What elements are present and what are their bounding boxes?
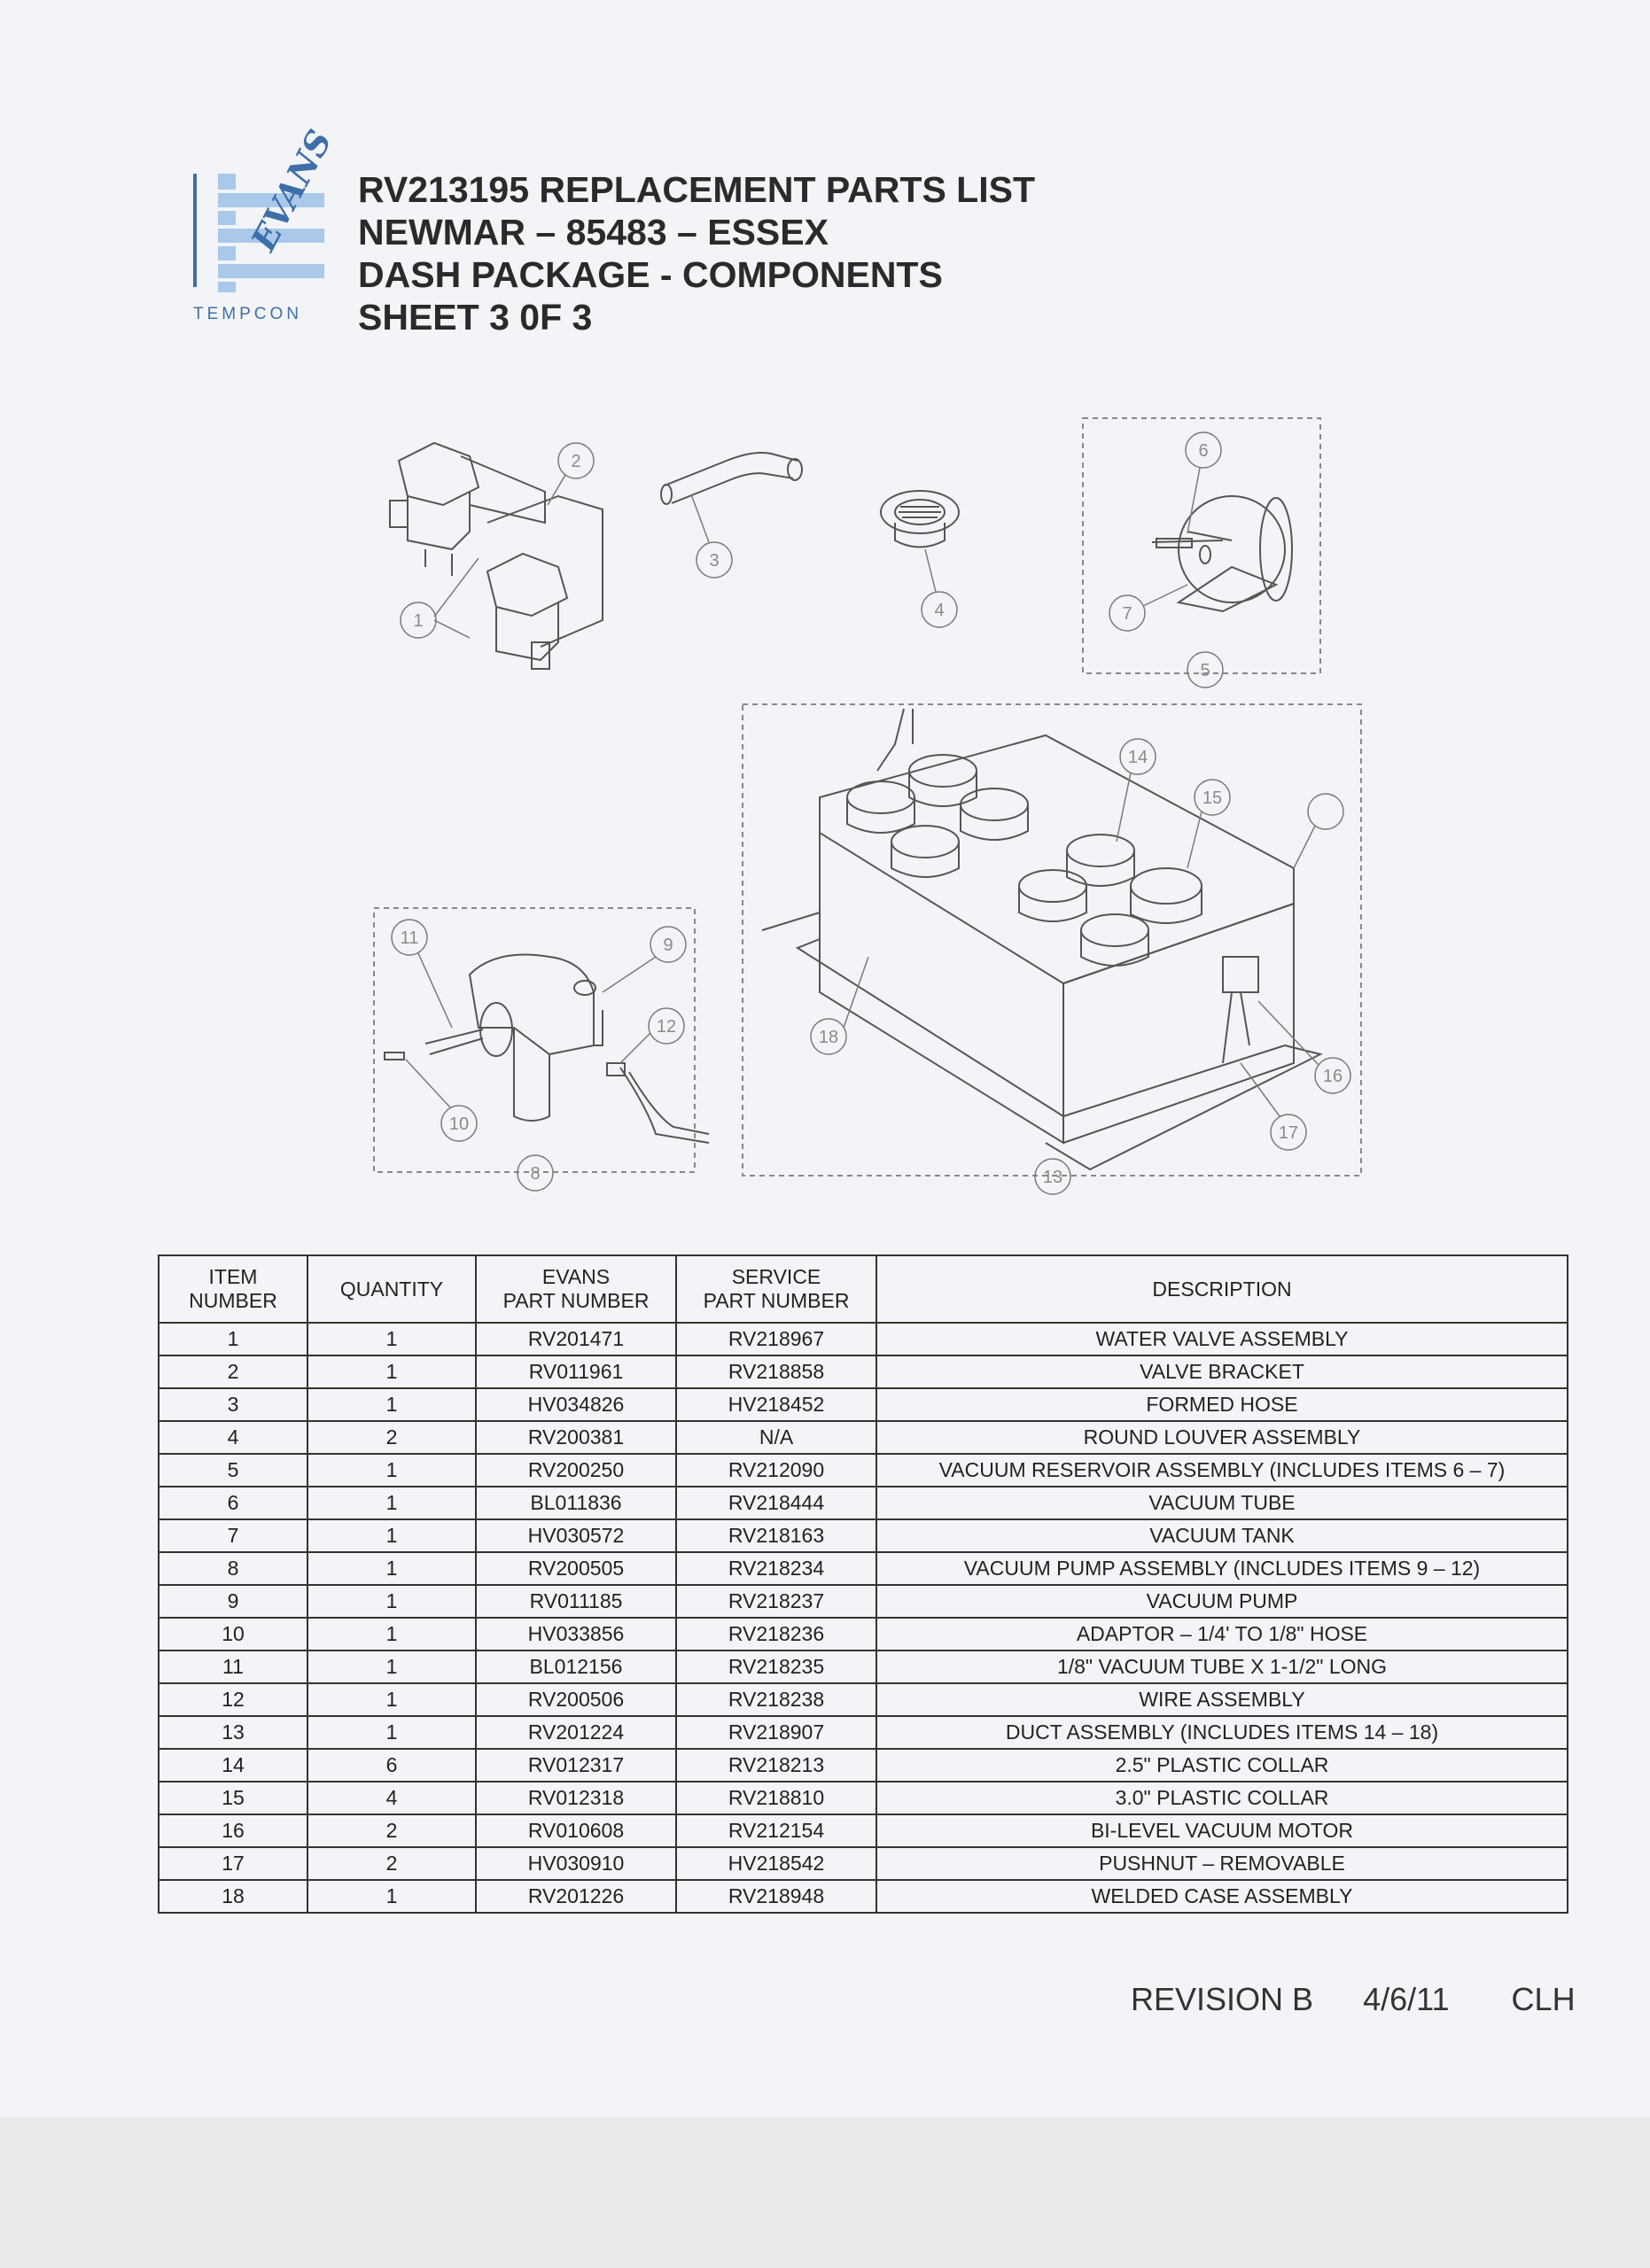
cell-quantity: 2 bbox=[307, 1814, 476, 1847]
cell-evans-part-number: RV201471 bbox=[476, 1323, 676, 1355]
cell-service-part-number: RV218163 bbox=[676, 1519, 876, 1552]
callout-10: 10 bbox=[448, 1115, 470, 1134]
cell-description: VACUUM PUMP bbox=[876, 1585, 1568, 1618]
cell-service-part-number: RV212090 bbox=[676, 1454, 876, 1487]
callout-17: 17 bbox=[1278, 1123, 1299, 1143]
title-line-1: RV213195 REPLACEMENT PARTS LIST bbox=[358, 169, 1036, 210]
cell-evans-part-number: BL011836 bbox=[476, 1487, 676, 1519]
callout-15: 15 bbox=[1202, 788, 1223, 808]
table-row bbox=[159, 1683, 1568, 1716]
cell-service-part-number: HV218452 bbox=[676, 1388, 876, 1421]
cell-evans-part-number: RV011185 bbox=[476, 1585, 676, 1618]
title-line-2: NEWMAR – 85483 – ESSEX bbox=[358, 212, 829, 252]
cell-service-part-number: RV212154 bbox=[676, 1814, 876, 1847]
cell-item-number: 5 bbox=[159, 1454, 307, 1487]
cell-description: ADAPTOR – 1/4' TO 1/8" HOSE bbox=[876, 1618, 1568, 1651]
callout-3: 3 bbox=[709, 551, 720, 571]
cell-evans-part-number: HV034826 bbox=[476, 1388, 676, 1421]
cell-description: VACUUM TANK bbox=[876, 1519, 1568, 1552]
scan-margin bbox=[0, 2117, 1650, 2268]
table-row bbox=[159, 1454, 1568, 1487]
cell-description: VALVE BRACKET bbox=[876, 1355, 1568, 1388]
cell-description: BI-LEVEL VACUUM MOTOR bbox=[876, 1814, 1568, 1847]
cell-evans-part-number: RV011961 bbox=[476, 1355, 676, 1388]
table-header-row bbox=[159, 1255, 1568, 1323]
water-valve-illustration bbox=[390, 443, 603, 669]
cell-service-part-number: RV218234 bbox=[676, 1552, 876, 1585]
cell-quantity: 1 bbox=[307, 1552, 476, 1585]
cell-description: VACUUM PUMP ASSEMBLY (INCLUDES ITEMS 9 – 12) bbox=[876, 1552, 1568, 1585]
cell-quantity: 4 bbox=[307, 1782, 476, 1814]
cell-service-part-number: RV218967 bbox=[676, 1323, 876, 1355]
header-service-part-number: SERVICE PART NUMBER bbox=[676, 1255, 876, 1323]
cell-service-part-number: RV218238 bbox=[676, 1683, 876, 1716]
cell-item-number: 17 bbox=[159, 1847, 307, 1880]
cell-evans-part-number: RV200250 bbox=[476, 1454, 676, 1487]
cell-evans-part-number: RV201226 bbox=[476, 1880, 676, 1913]
round-louver-illustration bbox=[881, 491, 959, 548]
logo-brand: EVANS bbox=[243, 123, 340, 258]
callout-18: 18 bbox=[818, 1028, 839, 1047]
table-row bbox=[159, 1323, 1568, 1355]
cell-quantity: 6 bbox=[307, 1749, 476, 1782]
evans-tempcon-logo bbox=[193, 123, 340, 330]
cell-item-number: 11 bbox=[159, 1651, 307, 1683]
cell-description: PUSHNUT – REMOVABLE bbox=[876, 1847, 1568, 1880]
callout-11: 11 bbox=[400, 928, 419, 948]
cell-description: VACUUM TUBE bbox=[876, 1487, 1568, 1519]
callout-4: 4 bbox=[934, 601, 945, 620]
cell-service-part-number: N/A bbox=[676, 1421, 876, 1454]
cell-evans-part-number: HV030910 bbox=[476, 1847, 676, 1880]
cell-service-part-number: RV218236 bbox=[676, 1618, 876, 1651]
parts-table bbox=[158, 1254, 1568, 1914]
callout-6: 6 bbox=[1198, 441, 1209, 461]
table-row bbox=[159, 1552, 1568, 1585]
table-row bbox=[159, 1487, 1568, 1519]
cell-description: FORMED HOSE bbox=[876, 1388, 1568, 1421]
logo-mark bbox=[193, 123, 340, 303]
header-evans-part-number: EVANS PART NUMBER bbox=[476, 1255, 676, 1323]
cell-quantity: 1 bbox=[307, 1519, 476, 1552]
cell-description: WIRE ASSEMBLY bbox=[876, 1683, 1568, 1716]
cell-quantity: 2 bbox=[307, 1421, 476, 1454]
callout-13: 13 bbox=[1042, 1168, 1063, 1187]
table-row bbox=[159, 1355, 1568, 1388]
cell-evans-part-number: RV012318 bbox=[476, 1782, 676, 1814]
callout-14: 14 bbox=[1127, 748, 1148, 767]
cell-item-number: 2 bbox=[159, 1355, 307, 1388]
cell-quantity: 1 bbox=[307, 1683, 476, 1716]
cell-service-part-number: RV218444 bbox=[676, 1487, 876, 1519]
cell-quantity: 1 bbox=[307, 1585, 476, 1618]
cell-evans-part-number: RV200506 bbox=[476, 1683, 676, 1716]
cell-quantity: 1 bbox=[307, 1880, 476, 1913]
document-title bbox=[358, 168, 1035, 338]
parts-diagram bbox=[337, 408, 1382, 1205]
cell-description: 2.5" PLASTIC COLLAR bbox=[876, 1749, 1568, 1782]
table-row bbox=[159, 1847, 1568, 1880]
cell-quantity: 1 bbox=[307, 1323, 476, 1355]
callout-5: 5 bbox=[1200, 661, 1210, 680]
cell-service-part-number: HV218542 bbox=[676, 1847, 876, 1880]
cell-item-number: 9 bbox=[159, 1585, 307, 1618]
table-row bbox=[159, 1388, 1568, 1421]
callout-9: 9 bbox=[663, 936, 673, 955]
formed-hose-illustration bbox=[661, 453, 802, 504]
cell-quantity: 1 bbox=[307, 1618, 476, 1651]
cell-item-number: 18 bbox=[159, 1880, 307, 1913]
cell-service-part-number: RV218948 bbox=[676, 1880, 876, 1913]
table-row bbox=[159, 1421, 1568, 1454]
cell-evans-part-number: RV010608 bbox=[476, 1814, 676, 1847]
cell-item-number: 3 bbox=[159, 1388, 307, 1421]
callout-16: 16 bbox=[1322, 1067, 1343, 1086]
cell-service-part-number: RV218235 bbox=[676, 1651, 876, 1683]
table-row bbox=[159, 1618, 1568, 1651]
revision-block bbox=[1131, 1981, 1576, 2018]
cell-quantity: 1 bbox=[307, 1388, 476, 1421]
cell-item-number: 14 bbox=[159, 1749, 307, 1782]
cell-item-number: 6 bbox=[159, 1487, 307, 1519]
vacuum-pump-illustration bbox=[385, 955, 709, 1144]
cell-item-number: 7 bbox=[159, 1519, 307, 1552]
cell-service-part-number: RV218858 bbox=[676, 1355, 876, 1388]
cell-service-part-number: RV218237 bbox=[676, 1585, 876, 1618]
table-row bbox=[159, 1519, 1568, 1552]
title-line-3: DASH PACKAGE - COMPONENTS bbox=[358, 254, 943, 295]
cell-item-number: 1 bbox=[159, 1323, 307, 1355]
table-row bbox=[159, 1814, 1568, 1847]
cell-service-part-number: RV218810 bbox=[676, 1782, 876, 1814]
table-row bbox=[159, 1651, 1568, 1683]
cell-quantity: 2 bbox=[307, 1847, 476, 1880]
cell-item-number: 10 bbox=[159, 1618, 307, 1651]
title-line-4: SHEET 3 0F 3 bbox=[358, 297, 593, 338]
table-row bbox=[159, 1585, 1568, 1618]
header-item-number: ITEM NUMBER bbox=[159, 1255, 307, 1323]
cell-quantity: 1 bbox=[307, 1716, 476, 1749]
table-row bbox=[159, 1880, 1568, 1913]
cell-evans-part-number: HV030572 bbox=[476, 1519, 676, 1552]
callout-8: 8 bbox=[530, 1164, 541, 1184]
cell-description: WATER VALVE ASSEMBLY bbox=[876, 1323, 1568, 1355]
cell-item-number: 13 bbox=[159, 1716, 307, 1749]
cell-description: 3.0" PLASTIC COLLAR bbox=[876, 1782, 1568, 1814]
cell-description: VACUUM RESERVOIR ASSEMBLY (INCLUDES ITEMS 6 – 7) bbox=[876, 1454, 1568, 1487]
cell-evans-part-number: RV200505 bbox=[476, 1552, 676, 1585]
revision-label: REVISION B bbox=[1131, 1981, 1314, 2017]
cell-description: DUCT ASSEMBLY (INCLUDES ITEMS 14 – 18) bbox=[876, 1716, 1568, 1749]
cell-evans-part-number: HV033856 bbox=[476, 1618, 676, 1651]
cell-description: WELDED CASE ASSEMBLY bbox=[876, 1880, 1568, 1913]
cell-description: ROUND LOUVER ASSEMBLY bbox=[876, 1421, 1568, 1454]
cell-description: 1/8" VACUUM TUBE X 1-1/2" LONG bbox=[876, 1651, 1568, 1683]
cell-evans-part-number: RV201224 bbox=[476, 1716, 676, 1749]
cell-quantity: 1 bbox=[307, 1487, 476, 1519]
vacuum-reservoir-illustration bbox=[1152, 496, 1292, 611]
cell-item-number: 12 bbox=[159, 1683, 307, 1716]
cell-item-number: 16 bbox=[159, 1814, 307, 1847]
cell-service-part-number: RV218907 bbox=[676, 1716, 876, 1749]
cell-item-number: 4 bbox=[159, 1421, 307, 1454]
callout-12: 12 bbox=[656, 1017, 677, 1037]
cell-evans-part-number: RV012317 bbox=[476, 1749, 676, 1782]
cell-quantity: 1 bbox=[307, 1454, 476, 1487]
cell-quantity: 1 bbox=[307, 1355, 476, 1388]
cell-evans-part-number: RV200381 bbox=[476, 1421, 676, 1454]
callout-2: 2 bbox=[571, 452, 581, 471]
duct-assembly-illustration bbox=[762, 709, 1320, 1169]
table-row bbox=[159, 1749, 1568, 1782]
table-row bbox=[159, 1716, 1568, 1749]
revision-initials: CLH bbox=[1511, 1981, 1576, 2017]
header-description: DESCRIPTION bbox=[876, 1255, 1568, 1323]
cell-service-part-number: RV218213 bbox=[676, 1749, 876, 1782]
cell-evans-part-number: BL012156 bbox=[476, 1651, 676, 1683]
cell-item-number: 8 bbox=[159, 1552, 307, 1585]
table-row bbox=[159, 1782, 1568, 1814]
cell-item-number: 15 bbox=[159, 1782, 307, 1814]
callout-7: 7 bbox=[1122, 604, 1132, 624]
logo-subtext: TEMPCON bbox=[193, 305, 302, 323]
callout-1: 1 bbox=[413, 611, 424, 631]
cell-quantity: 1 bbox=[307, 1651, 476, 1683]
header-quantity: QUANTITY bbox=[307, 1255, 476, 1323]
revision-date: 4/6/11 bbox=[1363, 1981, 1450, 2017]
